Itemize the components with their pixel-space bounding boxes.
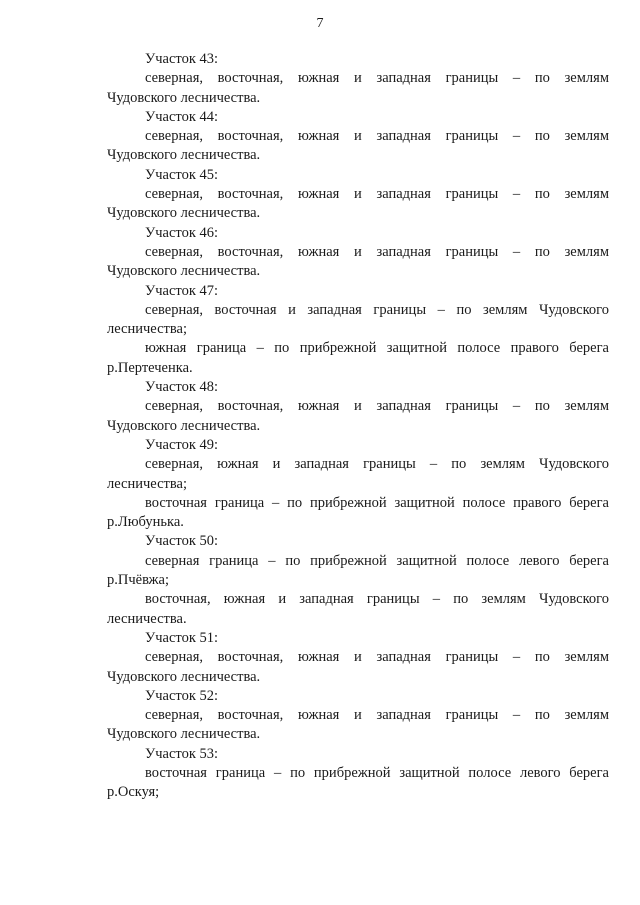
paragraph-first-line: северная, восточная, южная и западная границы – по землям [145,649,609,666]
boundary-paragraph [107,243,609,282]
boundary-paragraph [107,590,609,629]
page-number: 7 [316,16,324,31]
plot-section [107,282,609,378]
paragraph-continuation-line: лесничества; [107,475,187,492]
plot-heading: Участок 53: [145,745,219,762]
boundary-paragraph [107,127,609,166]
boundary-paragraph [107,648,609,687]
paragraph-continuation-line: р.Пертеченка. [107,359,193,376]
plot-section [107,436,609,532]
paragraph-first-line: южная граница – по прибрежной защитной полосе правого берега [145,340,609,357]
plot-section [107,108,609,166]
paragraph-first-line: северная, восточная, южная и западная границы – по землям [145,243,609,260]
boundary-paragraph [107,455,609,494]
plot-heading: Участок 47: [145,282,219,299]
paragraph-continuation-line: Чудовского лесничества. [107,726,261,743]
plot-heading: Участок 48: [145,379,219,396]
paragraph-first-line: северная, восточная, южная и западная границы – по землям [145,398,609,415]
boundary-paragraph [107,69,609,108]
boundary-paragraph [107,494,609,533]
paragraph-continuation-line: Чудовского лесничества. [107,89,261,106]
boundary-paragraph [107,706,609,745]
boundary-paragraph [107,397,609,436]
paragraph-continuation-line: Чудовского лесничества. [107,263,261,280]
paragraph-first-line: восточная граница – по прибрежной защитной полосе левого берега [145,764,609,781]
paragraph-first-line: северная, южная и западная границы – по землям Чудовского [145,456,609,473]
plot-heading: Участок 46: [145,224,219,241]
plot-heading: Участок 43: [145,51,219,67]
plot-heading: Участок 50: [145,533,219,550]
plot-section [107,532,609,628]
paragraph-continuation-line: Чудовского лесничества. [107,205,261,222]
plot-section [107,687,609,745]
paragraph-first-line: северная, восточная, южная и западная границы – по землям [145,707,609,724]
paragraph-first-line: восточная, южная и западная границы – по землям Чудовского [145,591,609,608]
boundary-paragraph [107,339,609,378]
plot-heading: Участок 51: [145,629,219,646]
paragraph-first-line: северная, восточная, южная и западная границы – по землям [145,128,609,145]
plot-heading: Участок 52: [145,687,219,704]
boundary-paragraph [107,185,609,224]
paragraph-continuation-line: р.Любунька. [107,514,184,531]
paragraph-continuation-line: р.Оскуя; [107,784,160,801]
paragraph-continuation-line: лесничества; [107,321,187,338]
paragraph-continuation-line: Чудовского лесничества. [107,147,261,164]
paragraph-first-line: северная, восточная и западная границы – по землям Чудовского [145,301,609,318]
plot-heading: Участок 45: [145,166,219,183]
plot-heading: Участок 44: [145,108,219,125]
paragraph-continuation-line: Чудовского лесничества. [107,668,261,685]
paragraph-continuation-line: р.Пчёвжа; [107,572,169,589]
boundary-paragraph [107,552,609,591]
paragraph-first-line: северная, восточная, южная и западная границы – по землям [145,186,609,203]
paragraph-first-line: восточная граница – по прибрежной защитной полосе правого берега [145,494,609,511]
plot-section [107,745,609,803]
paragraph-first-line: северная граница – по прибрежной защитной полосе левого берега [145,552,609,569]
plot-section [107,166,609,224]
paragraph-continuation-line: Чудовского лесничества. [107,417,261,434]
boundary-paragraph [107,301,609,340]
paragraph-continuation-line: лесничества. [107,610,187,627]
plot-section [107,629,609,687]
plot-section [107,378,609,436]
plot-section [107,50,609,108]
boundary-paragraph [107,764,609,803]
document-body [107,50,609,803]
plot-heading: Участок 49: [145,436,219,453]
plot-section [107,224,609,282]
paragraph-first-line: северная, восточная, южная и западная границы – по землям [145,70,609,87]
